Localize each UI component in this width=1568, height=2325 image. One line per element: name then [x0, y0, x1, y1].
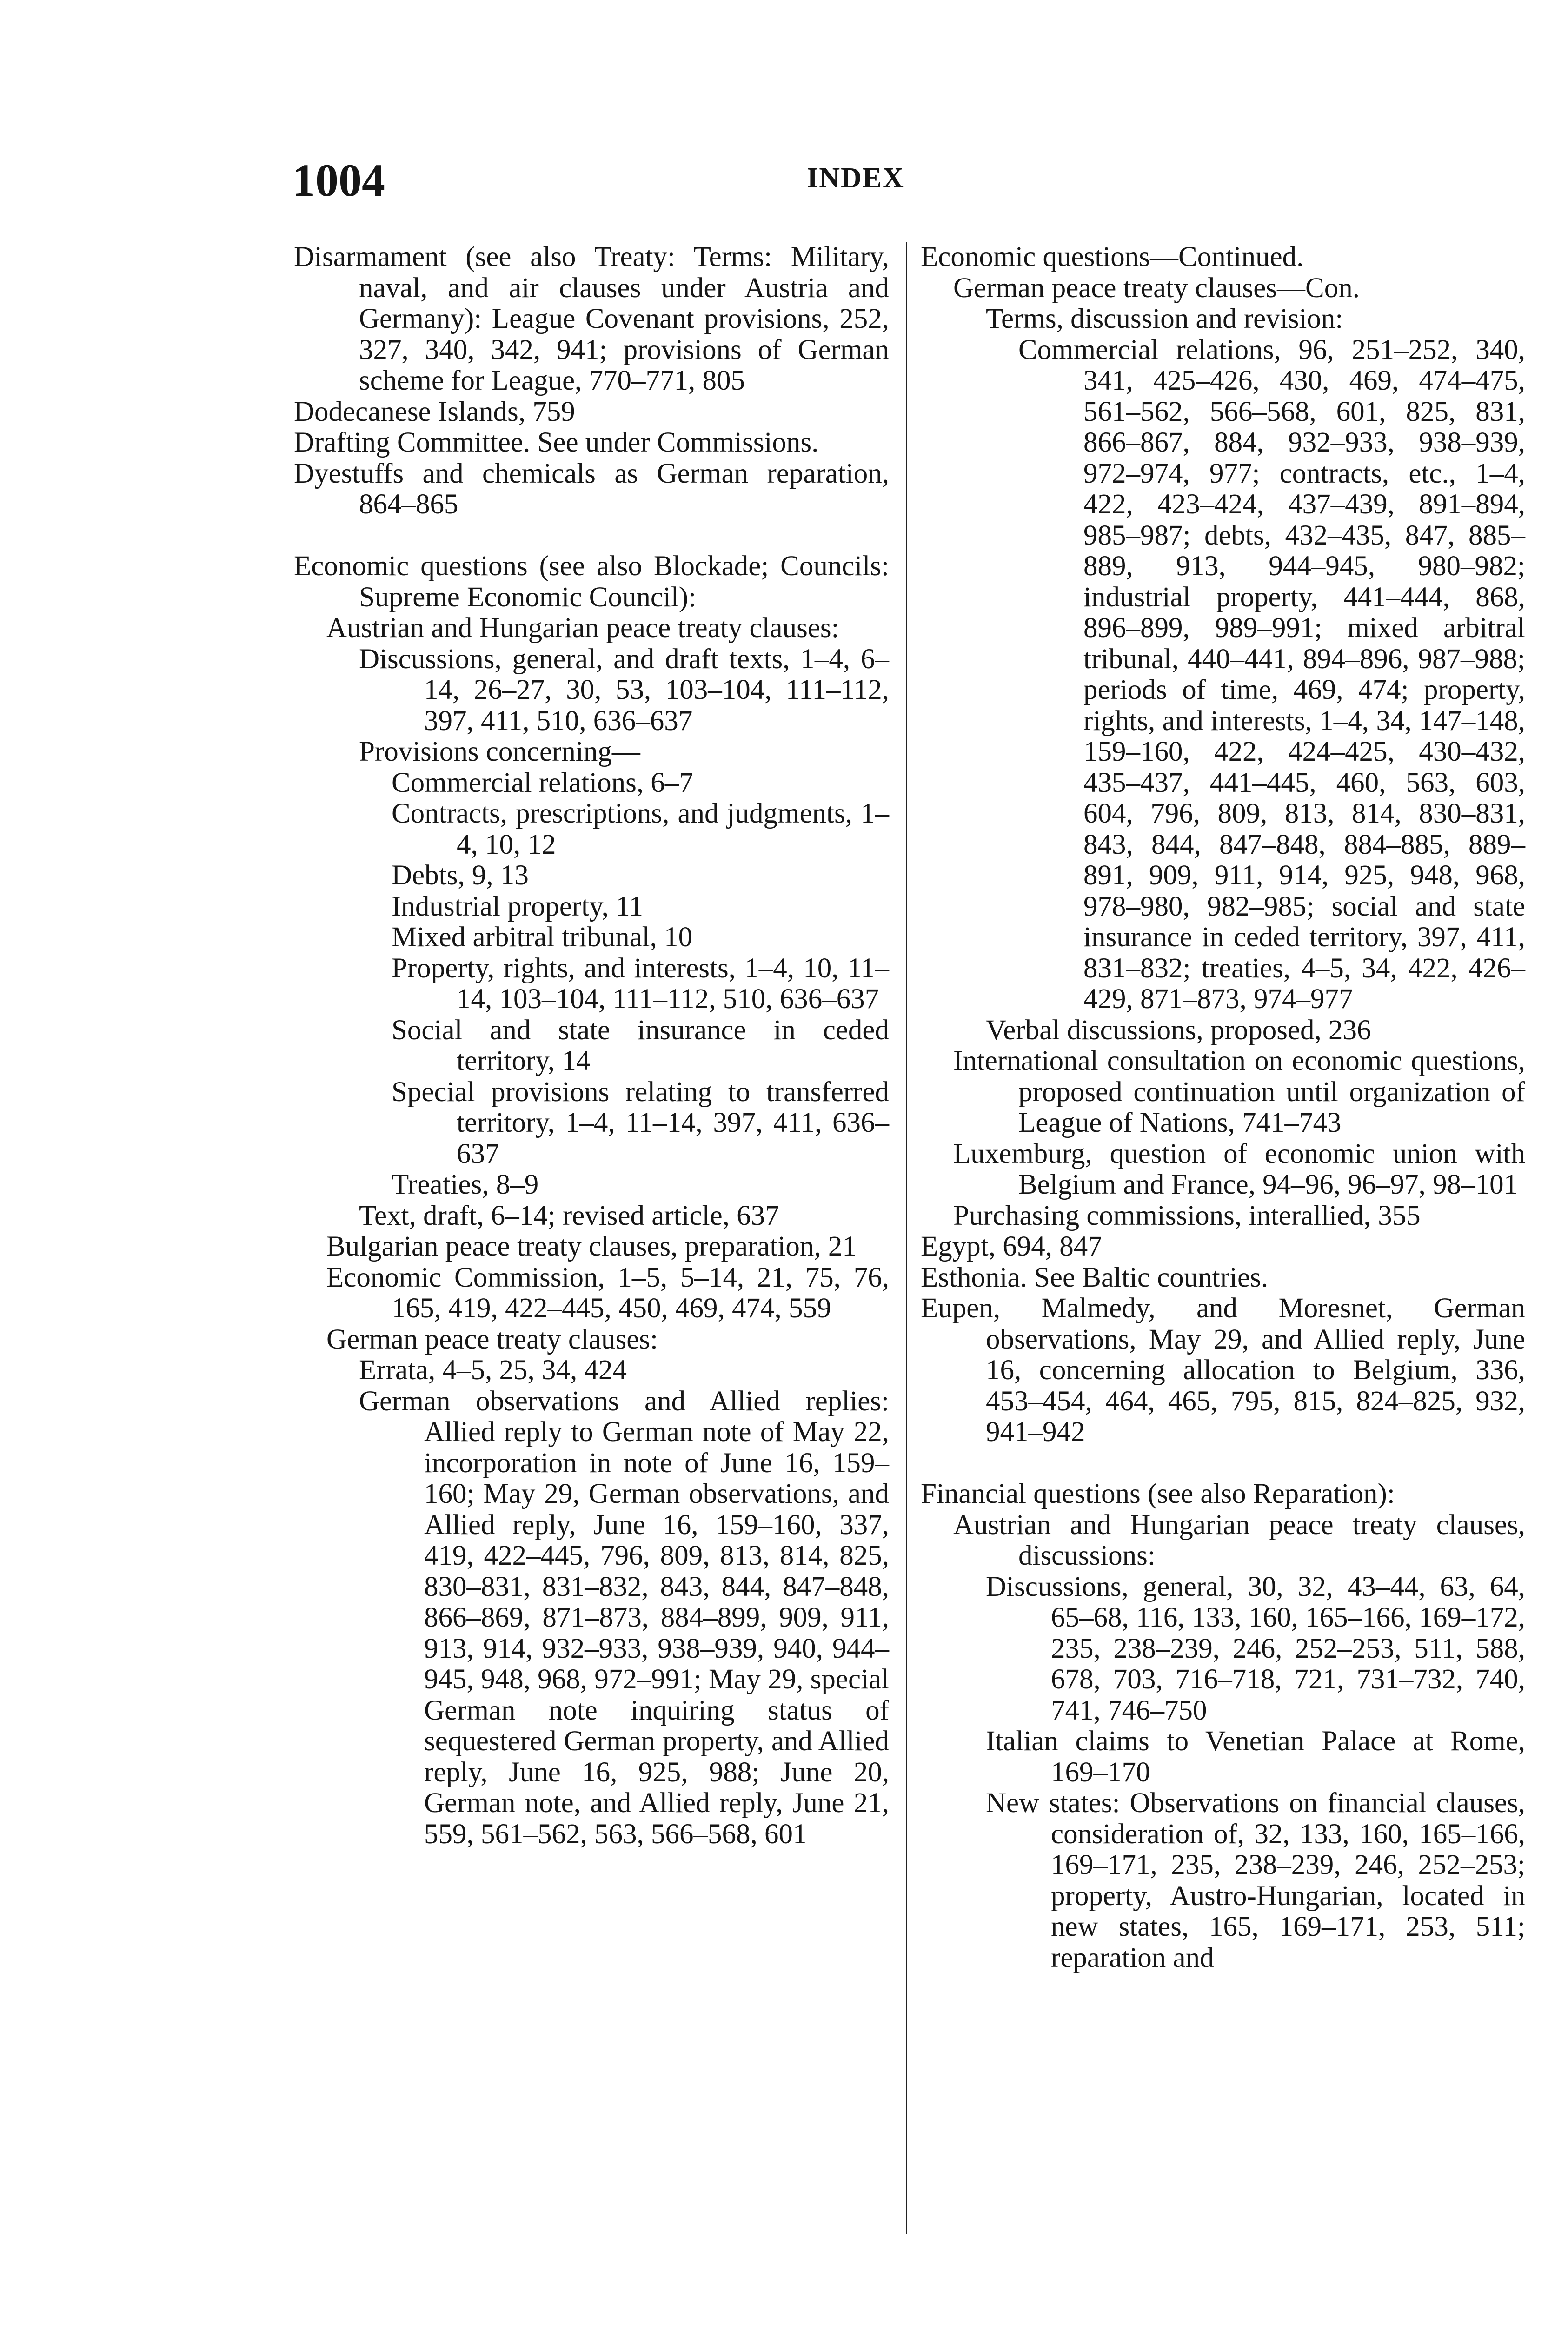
index-entry: German peace treaty clauses:	[326, 1323, 658, 1355]
index-entry: Discussions, general, 30, 32, 43–44, 63, 64, 65–68, 116, 133, 160, 165–166, 169–172, 235, 238–239, 246, 252–253, 511, 588, 678, 703, 716–718, 721, 731–732, 740, 741, 746–750	[986, 1571, 1525, 1726]
running-head: INDEX	[807, 162, 904, 194]
index-entry: Commercial relations, 6–7	[392, 767, 693, 798]
index-entry: Austrian and Hungarian peace treaty clauses, discussions:	[953, 1509, 1525, 1571]
index-entry: German peace treaty clauses—Con.	[953, 272, 1360, 304]
index-entry: Austrian and Hungarian peace treaty clauses:	[326, 612, 839, 644]
right-column	[921, 242, 1525, 1973]
index-entry: Bulgarian peace treaty clauses, preparation, 21	[326, 1231, 857, 1262]
left-column	[294, 242, 889, 1850]
index-entry: Disarmament (see also Treaty: Terms: Military, naval, and air clauses under Austria and Germany): League Covenant provisions, 252, 327, 340, 342, 941; provisions of German scheme for League, 770–771, 805	[294, 241, 889, 396]
index-entry: Contracts, prescriptions, and judgments, 1–4, 10, 12	[392, 798, 889, 860]
index-entry: Social and state insurance in ceded territory, 14	[392, 1014, 889, 1076]
index-entry: Eupen, Malmedy, and Moresnet, German observations, May 29, and Allied reply, June 16, concerning allocation to Belgium, 336, 453–454, 464, 465, 795, 815, 824–825, 932, 941–942	[921, 1293, 1525, 1448]
index-entry: Economic questions (see also Blockade; Councils: Supreme Economic Council):	[294, 551, 889, 613]
section-gap	[921, 1448, 1525, 1479]
index-entry: International consultation on economic questions, proposed continuation until organization of League of Nations, 741–743	[953, 1045, 1525, 1138]
index-entry: Verbal discussions, proposed, 236	[986, 1014, 1371, 1046]
index-entry: Dyestuffs and chemicals as German reparation, 864–865	[294, 458, 889, 520]
index-entry: Egypt, 694, 847	[921, 1231, 1102, 1262]
index-entry: Esthonia. See Baltic countries.	[921, 1262, 1269, 1293]
index-entry: Treaties, 8–9	[392, 1169, 539, 1200]
index-entry: Luxemburg, question of economic union with Belgium and France, 94–96, 96–97, 98–101	[953, 1138, 1525, 1200]
index-entry: Property, rights, and interests, 1–4, 10, 11–14, 103–104, 111–112, 510, 636–637	[392, 952, 889, 1015]
index-entry: New states: Observations on financial clauses, consideration of, 32, 133, 160, 165–166, 169–171, 235, 238–239, 246, 252–253; property, Austro-Hungarian, located in new states, 165, 169–171, 253, 511; reparation and	[986, 1787, 1525, 1973]
index-entry: Mixed arbitral tribunal, 10	[392, 922, 693, 953]
index-entry: Industrial property, 11	[392, 890, 643, 922]
index-entry: Debts, 9, 13	[392, 860, 529, 891]
index-entry: Terms, discussion and revision:	[986, 303, 1343, 334]
index-entry: Dodecanese Islands, 759	[294, 396, 575, 427]
index-entry: German observations and Allied replies: Allied reply to German note of May 22, incorporation in note of June 16, 159–160; May 29, German observations, and Allied reply, June 16, 159–160, 337, 419, 422–445, 796, 809, 813, 814, 825, 830–831, 831–832, 843, 844, 847–848, 866–869, 871–873, 884–899, 909, 911, 913, 914, 932–933, 938–939, 940, 944–945, 948, 968, 972–991; May 29, special German note inquiring status of sequestered German property, and Allied reply, June 16, 925, 988; June 20, German note, and Allied reply, June 21, 559, 561–562, 563, 566–568, 601	[359, 1385, 889, 1850]
page-number: 1004	[292, 154, 385, 206]
index-entry: Text, draft, 6–14; revised article, 637	[359, 1200, 779, 1231]
index-entry: Economic questions—Continued.	[921, 241, 1304, 272]
index-entry: Italian claims to Venetian Palace at Rome, 169–170	[986, 1726, 1525, 1788]
index-entry: Discussions, general, and draft texts, 1–4, 6–14, 26–27, 30, 53, 103–104, 111–112, 397, 411, 510, 636–637	[359, 643, 889, 737]
section-gap	[294, 520, 889, 551]
index-entry: Financial questions (see also Reparation):	[921, 1478, 1395, 1509]
index-entry: Purchasing commissions, interallied, 355	[953, 1200, 1421, 1231]
column-divider	[906, 242, 907, 2234]
index-entry: Economic Commission, 1–5, 5–14, 21, 75, 76, 165, 419, 422–445, 450, 469, 474, 559	[326, 1262, 889, 1324]
index-entry: Provisions concerning—	[359, 736, 640, 767]
index-entry: Commercial relations, 96, 251–252, 340, 341, 425–426, 430, 469, 474–475, 561–562, 566–568, 601, 825, 831, 866–867, 884, 932–933, 938–939, 972–974, 977; contracts, etc., 1–4, 422, 423–424, 437–439, 891–894, 985–987; debts, 432–435, 847, 885–889, 913, 944–945, 980–982; industrial property, 441–444, 868, 896–899, 989–991; mixed arbitral tribunal, 440–441, 894–896, 987–988; periods of time, 469, 474; property, rights, and interests, 1–4, 34, 147–148, 159–160, 422, 424–425, 430–432, 435–437, 441–445, 460, 563, 603, 604, 796, 809, 813, 814, 830–831, 843, 844, 847–848, 884–885, 889–891, 909, 911, 914, 925, 948, 968, 978–980, 982–985; social and state insurance in ceded territory, 397, 411, 831–832; treaties, 4–5, 34, 422, 426–429, 871–873, 974–977	[1018, 334, 1525, 1015]
index-entry: Drafting Committee. See under Commissions.	[294, 427, 819, 458]
index-entry: Special provisions relating to transferred territory, 1–4, 11–14, 397, 411, 636–637	[392, 1076, 889, 1169]
index-entry: Errata, 4–5, 25, 34, 424	[359, 1355, 627, 1386]
